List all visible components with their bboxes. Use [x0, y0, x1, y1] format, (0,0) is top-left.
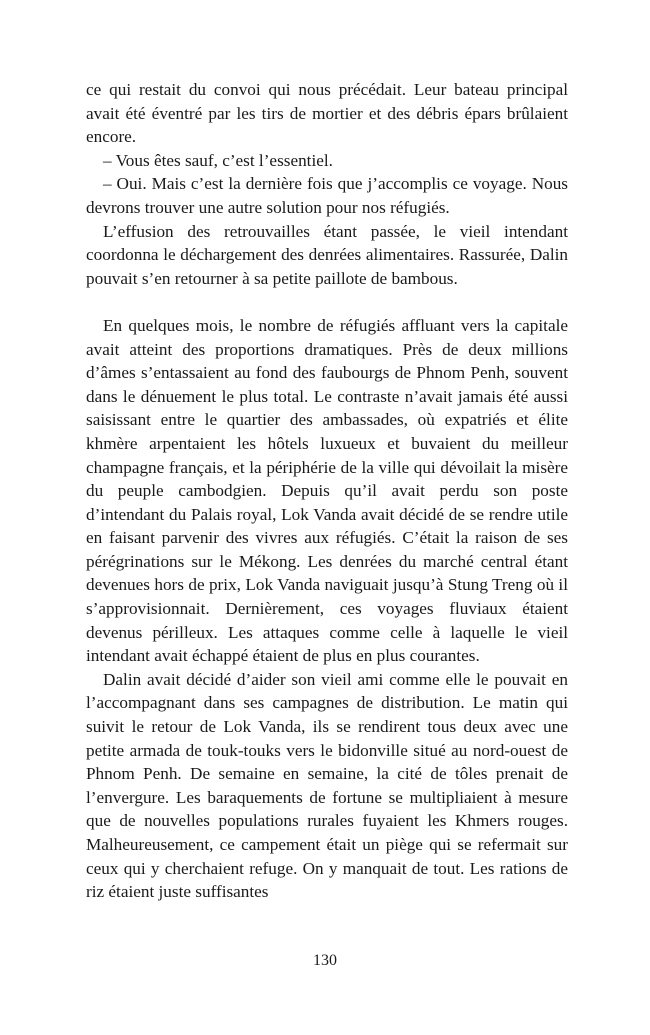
section-break: [86, 290, 568, 314]
page-number: 130: [313, 952, 337, 969]
dialogue-line-safe: – Vous êtes sauf, c’est l’essentiel.: [103, 150, 333, 170]
paragraph-refugees: En quelques mois, le nombre de réfugiés affluant vers la capitale avait atteint des proportions dramatiques. Près de deux millions d’âmes s’entassaient au fond des faubourgs de Phnom Penh, souvent dans le dénuement le plus total. Le contraste n’avait jamais été aussi saisissant entre le quartier des ambassades, où expatriés et élite khmère arpentaient les hôtels luxueux et buvaient du meilleur champagne français, et la périphérie de la ville qui dévoilait la misère du peuple cambodgien. Depuis qu’il avait perdu son poste d’intendant du Palais royal, Lok Vanda avait décidé de se rendre utile en faisant parvenir des vivres aux réfugiés. C’était la raison de ses pérégrinations sur le Mékong. Les denrées du marché central étant devenues hors de prix, Lok Vanda naviguait jusqu’à Stung Treng où il s’approvisionnait. Dernièrement, ces voyages fluviaux étaient devenus périlleux. Les attaques comme celle à laquelle le vieil intendant avait échappé étaient de plus en plus courantes.: [86, 315, 568, 666]
paragraph-convoy: ce qui restait du convoi qui nous précédait. Leur bateau principal avait été éventré par les tirs de mortier et des débris épars brûlaient encore.: [86, 80, 568, 147]
paragraph-unloading: L’effusion des retrouvailles étant passée, le vieil intendant coordonna le déchargement des denrées alimentaires. Rassurée, Dalin pouvait s’en retourner à sa petite paillote de bambous.: [86, 221, 568, 288]
book-page-body: [86, 78, 568, 904]
dialogue-line-last-voyage: – Oui. Mais c’est la dernière fois que j’accomplis ce voyage. Nous devrons trouver une autre solution pour nos réfugiés.: [86, 174, 568, 217]
paragraph-dalin-help: Dalin avait décidé d’aider son vieil ami comme elle le pouvait en l’accompagnant dans ses campagnes de distribution. Le matin qui suivit le retour de Lok Vanda, ils se rendirent tous deux avec une petite armada de touk-touks vers le bidonville situé au nord-ouest de Phnom Penh. De semaine en semaine, la cité de tôles prenait de l’envergure. Les baraquements de fortune se multipliaient à mesure que de nouvelles populations rurales fuyaient les Khmers rouges. Malheureusement, ce campement était un piège qui se refermait sur ceux qui y cherchaient refuge. On y manquait de tout. Les rations de riz étaient juste suffisantes: [86, 669, 568, 902]
